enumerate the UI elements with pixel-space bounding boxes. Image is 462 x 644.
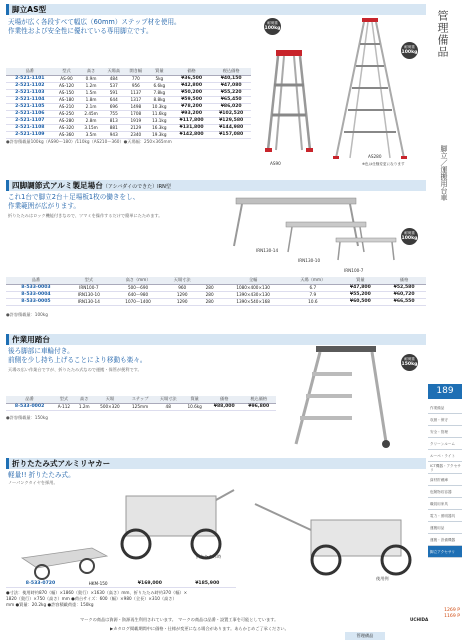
table-cell: AS-250	[54, 110, 80, 117]
table-cell: ¥142,800	[172, 131, 212, 138]
table-cell: 10.6	[287, 298, 338, 305]
table-row	[6, 580, 236, 587]
section-as-ladder	[6, 4, 426, 174]
nav-item[interactable]: 危険物収容器	[428, 486, 462, 498]
table-cell: A-112	[53, 403, 74, 410]
desc-note: 天場の広い作業台ですが、折りたたみ式なので運搬・保管が便利です。	[8, 367, 142, 372]
table-row	[6, 124, 251, 131]
table-row	[6, 103, 251, 110]
table-cell: 13.1kg	[147, 117, 172, 124]
table-cell: 770	[125, 75, 147, 82]
table-cell: 1390×540×168	[219, 298, 287, 305]
nav-item[interactable]: 電力・照明器具	[428, 510, 462, 522]
column-header: 価格	[172, 68, 212, 75]
table-cell: ¥50,200	[172, 89, 212, 96]
ladder-as280-image	[328, 14, 408, 164]
table-cell: 1.8m	[79, 96, 102, 103]
table-cell: ¥66,550	[382, 298, 426, 305]
table-cell: 6.6kg	[147, 82, 172, 89]
table-cell: 640〜980	[112, 291, 164, 298]
spec-table	[6, 68, 251, 139]
column-header: 天場（mm）	[287, 277, 338, 284]
column-header: 税込価格	[241, 396, 276, 403]
nav-item[interactable]: 安全・管理	[428, 426, 462, 438]
spec-line: ●寸法：使用時約870（幅）×1860（奥行）×1630（高さ）mm、折りたたみ時約370（幅）×	[6, 590, 188, 595]
table-cell: 1317	[125, 96, 147, 103]
product-code: 2-521-1101	[6, 75, 54, 82]
table-cell: 1137	[125, 89, 147, 96]
product-code: 2-521-1103	[6, 89, 54, 96]
nav-item[interactable]: ルーペ・ライト	[428, 450, 462, 462]
disclaimer: ▶カタログ掲載期間中に価格・仕様が変更になる場合があります。あらかじめご了承ください。	[110, 626, 289, 631]
table-cell: 10.3kg	[147, 103, 172, 110]
column-header: 価格	[207, 396, 241, 403]
table-cell: 125mm	[126, 403, 154, 410]
product-code: 2-521-1104	[6, 96, 54, 103]
page-number: 189	[428, 384, 462, 399]
column-header: 価格	[382, 277, 426, 284]
table-row	[6, 298, 426, 305]
product-code: 8-533-0005	[6, 298, 66, 305]
column-header: 天場	[94, 396, 126, 403]
desc-line: これ1台で脚立2台＋足場板1枚の働きをし、	[8, 193, 140, 201]
table-cell: 3.5m	[79, 131, 102, 138]
table-cell: AS-210	[54, 103, 80, 110]
table-cell: 10.6kg	[182, 403, 207, 410]
column-header: 品番	[6, 68, 54, 75]
column-header: 税込価格	[211, 68, 251, 75]
table-cell: 16.3kg	[147, 124, 172, 131]
table-cell: ¥78,200	[172, 103, 212, 110]
product-code: 8-533-0003	[6, 284, 66, 291]
table-cell: 644	[103, 96, 125, 103]
table-row	[6, 110, 251, 117]
table-cell: AS-90	[54, 75, 80, 82]
table-row	[6, 284, 426, 291]
table-cell: 1498	[125, 103, 147, 110]
table-cell: IRN100-7	[66, 284, 112, 291]
spec-table	[6, 396, 276, 411]
desc-line: 作業性および安全性に優れている専用脚立です。	[8, 27, 153, 35]
column-header: 質量	[338, 277, 382, 284]
page-ref	[428, 608, 462, 620]
table-cell: 813	[103, 117, 125, 124]
caption: AS280	[368, 154, 382, 159]
column-header: 質量	[182, 396, 207, 403]
load-note: ●許容積載量：150kg	[6, 415, 48, 420]
table-cell: 956	[125, 82, 147, 89]
table-cell: AS-280	[54, 117, 80, 124]
table-row	[6, 96, 251, 103]
table-cell: ¥102,520	[211, 110, 251, 117]
table-cell: 500〜690	[112, 284, 164, 291]
section-title: 脚立AS型	[12, 5, 47, 14]
section-title: 作業用踏台	[12, 335, 50, 344]
table-row	[6, 403, 276, 410]
table-cell: ¥144,980	[211, 124, 251, 131]
table-cell: ¥47,800	[338, 284, 382, 291]
caption: ※色は仕様変更になります	[362, 162, 405, 166]
table-cell: 881	[103, 124, 125, 131]
bottom-note: マークの商品は資源・資源再生利用されています。 マークの商品は品番・設置工事を可能としています。	[80, 617, 279, 622]
desc-line: 軽量!! 折りたたみ式。	[8, 471, 75, 479]
table-row	[6, 89, 251, 96]
load-badge: 耐荷重 100kg	[264, 18, 281, 35]
caption: IRN130-14	[256, 248, 279, 253]
ladder-as90-image	[262, 40, 322, 160]
desc-line: 前側を少し持ち上げることにより移動も楽々。	[8, 356, 147, 364]
table-cell: 591	[103, 89, 125, 96]
table-cell: 2.1m	[79, 103, 102, 110]
table-cell: 0.9m	[79, 75, 102, 82]
product-code: 8-533-0004	[6, 291, 66, 298]
page-ref-line: 1169 P	[444, 614, 460, 619]
nav-item[interactable]: 運搬用品	[428, 522, 462, 534]
table-cell: ¥52,580	[382, 284, 426, 291]
table-cell: 48	[154, 403, 182, 410]
caption: IRN130-10	[298, 258, 321, 263]
table-cell: 280	[200, 284, 219, 291]
side-nav	[428, 402, 462, 558]
desc-note: ノーパンクタイヤを採用。	[8, 480, 58, 485]
cart-folded-image	[12, 538, 112, 583]
table-cell: 1.2m	[79, 82, 102, 89]
section-header	[6, 458, 426, 469]
column-header: ステップ	[126, 396, 154, 403]
table-cell: 1290	[164, 291, 200, 298]
column-header: 質量	[147, 68, 172, 75]
section-title: 折りたたみ式アルミリヤカー	[12, 459, 111, 468]
table-cell: ¥157,080	[211, 131, 251, 138]
column-header	[200, 277, 219, 284]
table-cell: AS-120	[54, 82, 80, 89]
table-cell: 696	[103, 103, 125, 110]
desc-line: 天場が広く各段すべて幅広（60mm）ステップ材を使用。	[8, 18, 181, 26]
product-code: 8-533-0720	[6, 580, 75, 587]
price-tax: ¥185,900	[179, 580, 236, 587]
table-row	[6, 131, 251, 138]
column-header: 型式	[53, 396, 74, 403]
nav-item[interactable]: 運搬・設備機器	[428, 534, 462, 546]
product-code: 8-533-0002	[6, 403, 53, 410]
desc-line: 後ろ脚部に車輪付き。	[8, 347, 74, 355]
section-aluminum-cart	[6, 458, 426, 616]
work-step-image	[286, 342, 396, 452]
table-cell: 2129	[125, 124, 147, 131]
desc-note: 折りたたみはロック機能付きなので、ツマミを操作するだけで簡単にたためます。	[8, 213, 163, 218]
table-cell: 8.8kg	[147, 96, 172, 103]
load-note: ●許容積載量：100kg	[6, 312, 48, 317]
table-cell: AS-360	[54, 131, 80, 138]
product-code: 2-521-1109	[6, 131, 54, 138]
column-header: 品番	[6, 396, 53, 403]
table-cell: 280	[200, 298, 219, 305]
column-header: 全幅	[219, 277, 287, 284]
table-cell: 500×320	[94, 403, 126, 410]
category-subtitle: 脚立／運搬用台車	[440, 145, 448, 201]
table-cell: ¥65,450	[211, 96, 251, 103]
table-cell: IRN130-10	[66, 291, 112, 298]
table-cell: 19.3kg	[147, 131, 172, 138]
table-cell: ¥40,150	[211, 75, 251, 82]
nav-item[interactable]: 資材貯蔵庫	[428, 474, 462, 486]
product-code: 2-521-1106	[6, 110, 54, 117]
load-badge: 耐荷重 150kg	[401, 354, 418, 371]
table-cell: 2340	[125, 131, 147, 138]
page-ref-line: 1269 P	[444, 608, 460, 613]
caption: 折りたたみ時	[196, 554, 222, 559]
table-cell: ¥96,800	[241, 403, 276, 410]
nav-item[interactable]: 職員用家具	[428, 498, 462, 510]
table-cell: 3.15m	[79, 124, 102, 131]
category-footer: 管理備品	[345, 632, 385, 640]
table-cell: 1.5m	[79, 89, 102, 96]
desc-line: 作業範囲が広がります。	[8, 202, 81, 210]
load-note: ●許容積載量100kg（AS90〜180）/110kg（AS210〜360）●天場幅：250×365mm	[6, 139, 172, 144]
table-header-row	[6, 277, 426, 284]
load-badge: 耐荷重 100kg	[401, 228, 418, 245]
column-header: 高さ	[79, 68, 102, 75]
table-cell: 1.2m	[75, 403, 94, 410]
nav-item[interactable]: クリーンルーム	[428, 438, 462, 450]
nav-item[interactable]: ICT機器・アクセサリ	[428, 462, 462, 474]
table-cell: 2.8m	[79, 117, 102, 124]
table-cell: ¥129,580	[211, 117, 251, 124]
table-cell: 280	[200, 291, 219, 298]
table-cell: ¥55,200	[338, 291, 382, 298]
table-cell: 943	[103, 131, 125, 138]
price: ¥169,000	[121, 580, 178, 587]
model: HKM-150	[75, 580, 121, 587]
table-cell: 7.9	[287, 291, 338, 298]
product-code: 2-521-1105	[6, 103, 54, 110]
column-header: 品番	[6, 277, 66, 284]
table-cell: ¥131,800	[172, 124, 212, 131]
table-cell: 1070〜1400	[112, 298, 164, 305]
spec-table	[6, 277, 426, 306]
caption: 使用例	[376, 576, 389, 581]
column-header: 高さ	[75, 396, 94, 403]
scaffold-image	[186, 190, 406, 268]
table-cell: ¥42,800	[172, 82, 212, 89]
table-cell: ¥88,000	[207, 403, 241, 410]
table-row	[6, 291, 426, 298]
caption: AS90	[270, 161, 281, 166]
nav-item[interactable]: 作業備品	[428, 402, 462, 414]
table-cell: ¥60,500	[338, 298, 382, 305]
table-cell: 11.6kg	[147, 110, 172, 117]
column-header: 型式	[66, 277, 112, 284]
column-header: 天場寸法	[164, 277, 200, 284]
table-row	[6, 82, 251, 89]
table-cell: AS-150	[54, 89, 80, 96]
table-cell: AS-320	[54, 124, 80, 131]
category-title: 管理備品	[436, 10, 449, 58]
table-cell: 960	[164, 284, 200, 291]
table-cell: 2.45m	[79, 110, 102, 117]
cart-usage-image	[251, 490, 426, 580]
section-work-step	[6, 334, 426, 456]
table-cell: 755	[103, 110, 125, 117]
table-cell: ¥93,200	[172, 110, 212, 117]
product-code: 2-521-1102	[6, 82, 54, 89]
table-cell: 1290	[164, 298, 200, 305]
table-cell: 1390×430×130	[219, 291, 287, 298]
section-title: 四脚調節式アルミ製足場台（アシバダイのできた）IRN型	[12, 181, 171, 190]
table-cell: ¥47,080	[211, 82, 251, 89]
table-cell: 5kg	[147, 75, 172, 82]
spec-table	[6, 580, 236, 588]
table-cell: 1919	[125, 117, 147, 124]
table-cell: 1080×400×130	[219, 284, 287, 291]
table-cell: 484	[103, 75, 125, 82]
column-header: 天場寸法	[154, 396, 182, 403]
table-cell: ¥60,720	[382, 291, 426, 298]
caption: IRN100-7	[344, 268, 364, 273]
table-cell: 6.7	[287, 284, 338, 291]
table-cell: 7.8kg	[147, 89, 172, 96]
table-row	[6, 117, 251, 124]
table-cell: ¥36,500	[172, 75, 212, 82]
table-header-row	[6, 68, 251, 75]
column-header: 開き幅	[125, 68, 147, 75]
column-header: 天場高	[103, 68, 125, 75]
table-cell: AS-180	[54, 96, 80, 103]
table-header-row	[6, 396, 276, 403]
nav-item[interactable]: 収納・保守	[428, 414, 462, 426]
column-header: 型式	[54, 68, 80, 75]
table-cell: ¥55,220	[211, 89, 251, 96]
table-cell: 537	[103, 82, 125, 89]
table-cell: ¥86,020	[211, 103, 251, 110]
table-cell: ¥117,800	[172, 117, 212, 124]
table-cell: ¥59,500	[172, 96, 212, 103]
section-scaffold	[6, 180, 426, 330]
product-code: 2-521-1108	[6, 124, 54, 131]
table-cell: 1708	[125, 110, 147, 117]
spec-line: 1820（奥行）×750（高さ）mm ●荷台サイズ：600（幅）×980（全長）×310（高さ）	[6, 596, 177, 601]
table-cell: IRN130-14	[66, 298, 112, 305]
spec-line: mm ●質量：20.2kg ●許容積載荷重：150kg	[6, 602, 94, 607]
load-badge: 耐荷重 100kg	[401, 42, 418, 59]
nav-item[interactable]: 脚立アクセサリ	[428, 546, 462, 558]
brand-logo: UCHIDA	[410, 617, 429, 622]
column-header: 高さ（mm）	[112, 277, 164, 284]
table-row	[6, 75, 251, 82]
product-code: 2-521-1107	[6, 117, 54, 124]
